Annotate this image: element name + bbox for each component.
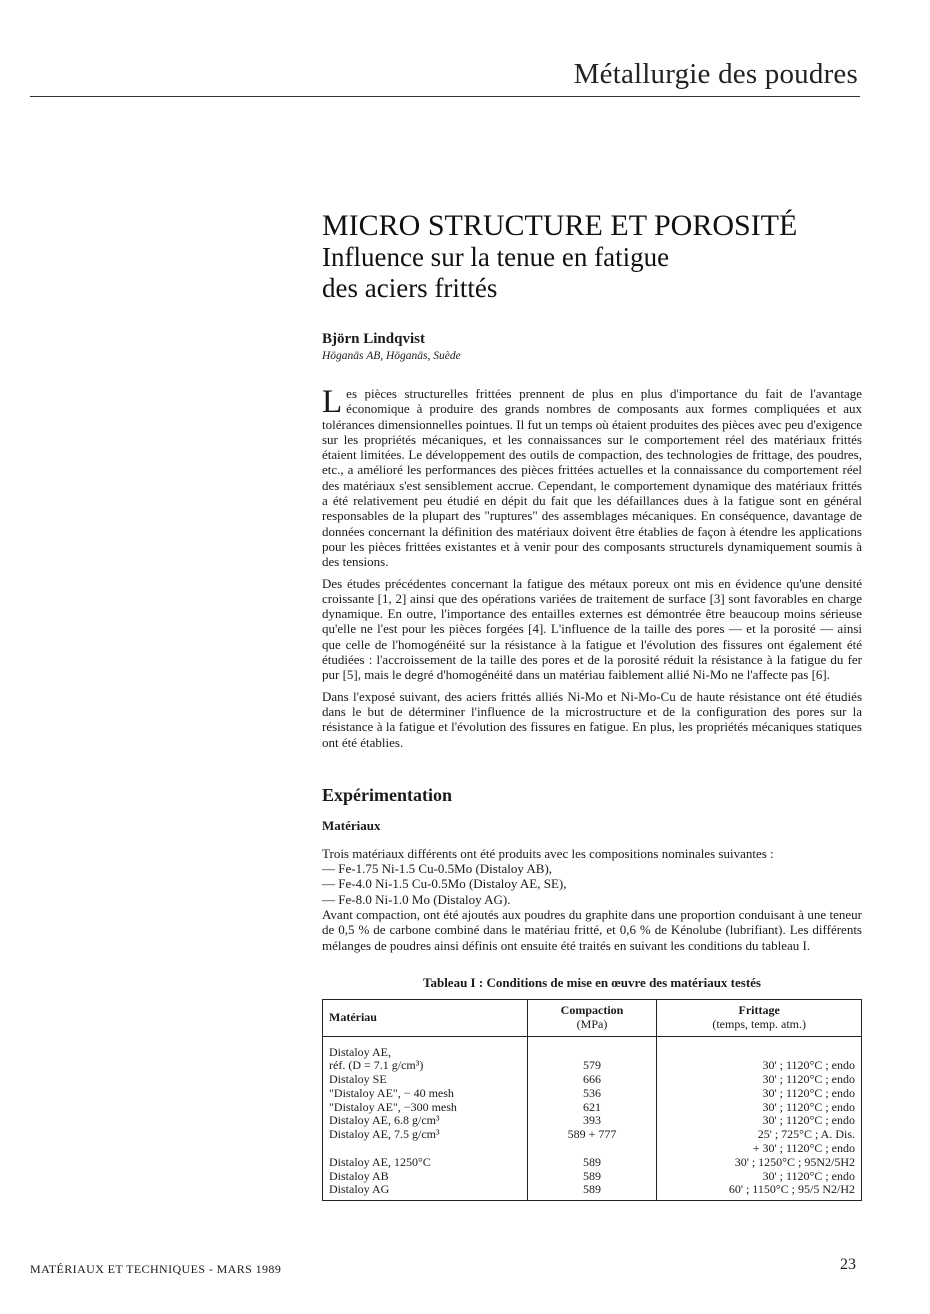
cell-frittage: 25' ; 725°C ; A. Dis. — [657, 1128, 862, 1142]
table-row — [323, 1156, 862, 1170]
cell-frittage: 30' ; 1120°C ; endo — [657, 1101, 862, 1115]
composition-item: — Fe-8.0 Ni-1.0 Mo (Distaloy AG). — [322, 891, 511, 907]
paragraph-2: Des études précédentes concernant la fatigue des métaux poreux ont mis en évidence qu'une densité croissante [1, 2] ainsi que des opérations variées de traitement de surface [3] sont favorables en charge dynamique. En outre, l'importance des entailles externes est démontrée être beaucoup moins sérieuse qu'elle ne l'est pour les pièces forgées [4]. L'influence de la taille des pores — et la porosité — ainsi que celle de l'homogénéité sur la résistance à la fatigue et l'évolution des fissures ont également été étudiées : l'accroissement de la taille des pores et de la porosité réduit la résistance à la fatigue du fer pur [5], mais le degré d'homogénéité dans un matériau faiblement allié Ni-Mo ne l'affecte pas [6]. — [322, 575, 862, 683]
table-caption: Tableau I : Conditions de mise en œuvre des matériaux testés — [422, 974, 761, 990]
cell-compaction: 579 — [527, 1059, 657, 1073]
header-frittage-unit: (temps, temp. atm.) — [712, 1016, 806, 1031]
cell-compaction — [527, 1142, 657, 1156]
intro-paragraph — [322, 386, 862, 570]
header-compaction-label: Compaction — [560, 1002, 624, 1017]
table-row — [323, 1073, 862, 1087]
cell-frittage: 30' ; 1120°C ; endo — [657, 1073, 862, 1087]
composition-item: — Fe-1.75 Ni-1.5 Cu-0.5Mo (Distaloy AB), — [322, 861, 553, 877]
table-row — [323, 1142, 862, 1156]
article-title: MICRO STRUCTURE ET POROSITÉ — [322, 209, 798, 242]
subsection-title: Matériaux — [322, 817, 381, 833]
cell-material: Distaloy AE, 1250°C — [323, 1156, 528, 1170]
section-title: Expérimentation — [322, 784, 452, 805]
cell-compaction: 393 — [527, 1114, 657, 1128]
cell-compaction: 589 — [527, 1156, 657, 1170]
cell-material: Distaloy SE — [323, 1073, 528, 1087]
table-row — [323, 1101, 862, 1115]
article — [322, 210, 862, 1201]
header-rule — [30, 96, 860, 97]
composition-list — [322, 861, 862, 907]
header-compaction — [527, 999, 657, 1036]
cell-frittage: 30' ; 1120°C ; endo — [657, 1114, 862, 1128]
article-subtitle-line1: Influence sur la tenue en fatigue — [322, 242, 670, 272]
cell-frittage: 30' ; 1250°C ; 95N2/5H2 — [657, 1156, 862, 1170]
header-compaction-unit: (MPa) — [576, 1016, 608, 1031]
cell-compaction: 589 + 777 — [527, 1128, 657, 1142]
table-row — [323, 1114, 862, 1128]
paragraph-3: Dans l'exposé suivant, des aciers frittés alliés Ni-Mo et Ni-Mo-Cu de haute résistance ont été étudiés dans le but de déterminer l'influence de la microstructure et de la configuration des pores sur la résistance à la fatigue et l'évolution des fissures en fatigue. En plus, les propriétés mécaniques statiques ont été établies. — [322, 688, 862, 750]
materials-paragraph: Avant compaction, ont été ajoutés aux poudres du graphite dans une proportion conduisant à une teneur de 0,5 % de carbone combiné dans le matériau fritté, et 0,6 % de Kénolube (lubrifiant). Les différents mélanges de poudres ainsi définis ont ensuite été traités en suivant les conditions du tableau I. — [322, 907, 862, 953]
table-row — [323, 1087, 862, 1101]
materials-text — [322, 846, 862, 953]
conditions-table — [322, 999, 862, 1201]
article-body — [322, 386, 862, 750]
cell-compaction: 589 — [527, 1183, 657, 1200]
cell-material — [323, 1142, 528, 1156]
table-row — [323, 1170, 862, 1184]
cell-frittage: 30' ; 1120°C ; endo — [657, 1087, 862, 1101]
cell-frittage: 60' ; 1150°C ; 95/5 N2/H2 — [657, 1183, 862, 1200]
header-material: Matériau — [323, 999, 528, 1036]
cell-material: réf. (D = 7.1 g/cm³) — [323, 1059, 528, 1073]
cell-compaction: 589 — [527, 1170, 657, 1184]
cell-material: Distaloy AE, 7.5 g/cm³ — [323, 1128, 528, 1142]
cell-frittage — [657, 1036, 862, 1059]
journal-footer: MATÉRIAUX ET TECHNIQUES - MARS 1989 — [30, 1262, 282, 1276]
author-name: Björn Lindqvist — [322, 331, 425, 347]
page-number: 23 — [840, 1256, 856, 1273]
intro-text: es pièces structurelles frittées prennent de plus en plus d'importance du fait de l'avantage économique à produire des grands nombres de composants aux formes compliquées et aux tolérances dimensionnelles pointues. Il fut un temps où étaient produites des pièces avec peu d'exigence sur les propriétés mécaniques, et les connaissances sur le comportement réel des matériaux frittés étaient limitées. Le développement des outils de compaction, des technologies de frittage, des poudres, etc., a amélioré les performances des pièces frittées actuelles et la connaissance du comportement réel des matériaux s'est sensiblement accrue. Cependant, le comportement dynamique des matériaux frittés a été relativement peu étudié en dépit du fait que les défaillances dues à la fatigue sont en général responsables de la plupart des "ruptures" des assemblages mécaniques. En conséquence, davantage de données concernant la définition des matériaux doivent être établies de façon à étendre les applications pour les pièces frittées existantes et à venir pour des composants structurels dynamiquement soumis à des tensions. — [322, 386, 862, 570]
cell-frittage: 30' ; 1120°C ; endo — [657, 1059, 862, 1073]
cell-material: "Distaloy AE", −300 mesh — [323, 1101, 528, 1115]
cell-frittage: 30' ; 1120°C ; endo — [657, 1170, 862, 1184]
cell-frittage: + 30' ; 1120°C ; endo — [657, 1142, 862, 1156]
header-frittage — [657, 999, 862, 1036]
author-affiliation: Höganäs AB, Höganäs, Suède — [322, 350, 461, 362]
table-row — [323, 1036, 862, 1059]
header-frittage-label: Frittage — [738, 1002, 780, 1017]
cell-compaction: 666 — [527, 1073, 657, 1087]
cell-material: Distaloy AB — [323, 1170, 528, 1184]
cell-compaction: 536 — [527, 1087, 657, 1101]
table-header-row — [323, 999, 862, 1036]
cell-material: Distaloy AE, 6.8 g/cm³ — [323, 1114, 528, 1128]
article-subtitle-line2: des aciers frittés — [322, 273, 498, 303]
drop-cap: L — [322, 384, 343, 420]
cell-material: Distaloy AG — [323, 1183, 528, 1200]
cell-material: Distaloy AE, — [323, 1036, 528, 1059]
cell-compaction — [527, 1036, 657, 1059]
materials-intro: Trois matériaux différents ont été produits avec les compositions nominales suivantes : — [322, 845, 774, 861]
composition-item: — Fe-4.0 Ni-1.5 Cu-0.5Mo (Distaloy AE, SE), — [322, 876, 567, 892]
table-row — [323, 1059, 862, 1073]
running-title: Métallurgie des poudres — [573, 58, 858, 90]
table-row — [323, 1183, 862, 1200]
table-row — [323, 1128, 862, 1142]
cell-material: "Distaloy AE", − 40 mesh — [323, 1087, 528, 1101]
cell-compaction: 621 — [527, 1101, 657, 1115]
